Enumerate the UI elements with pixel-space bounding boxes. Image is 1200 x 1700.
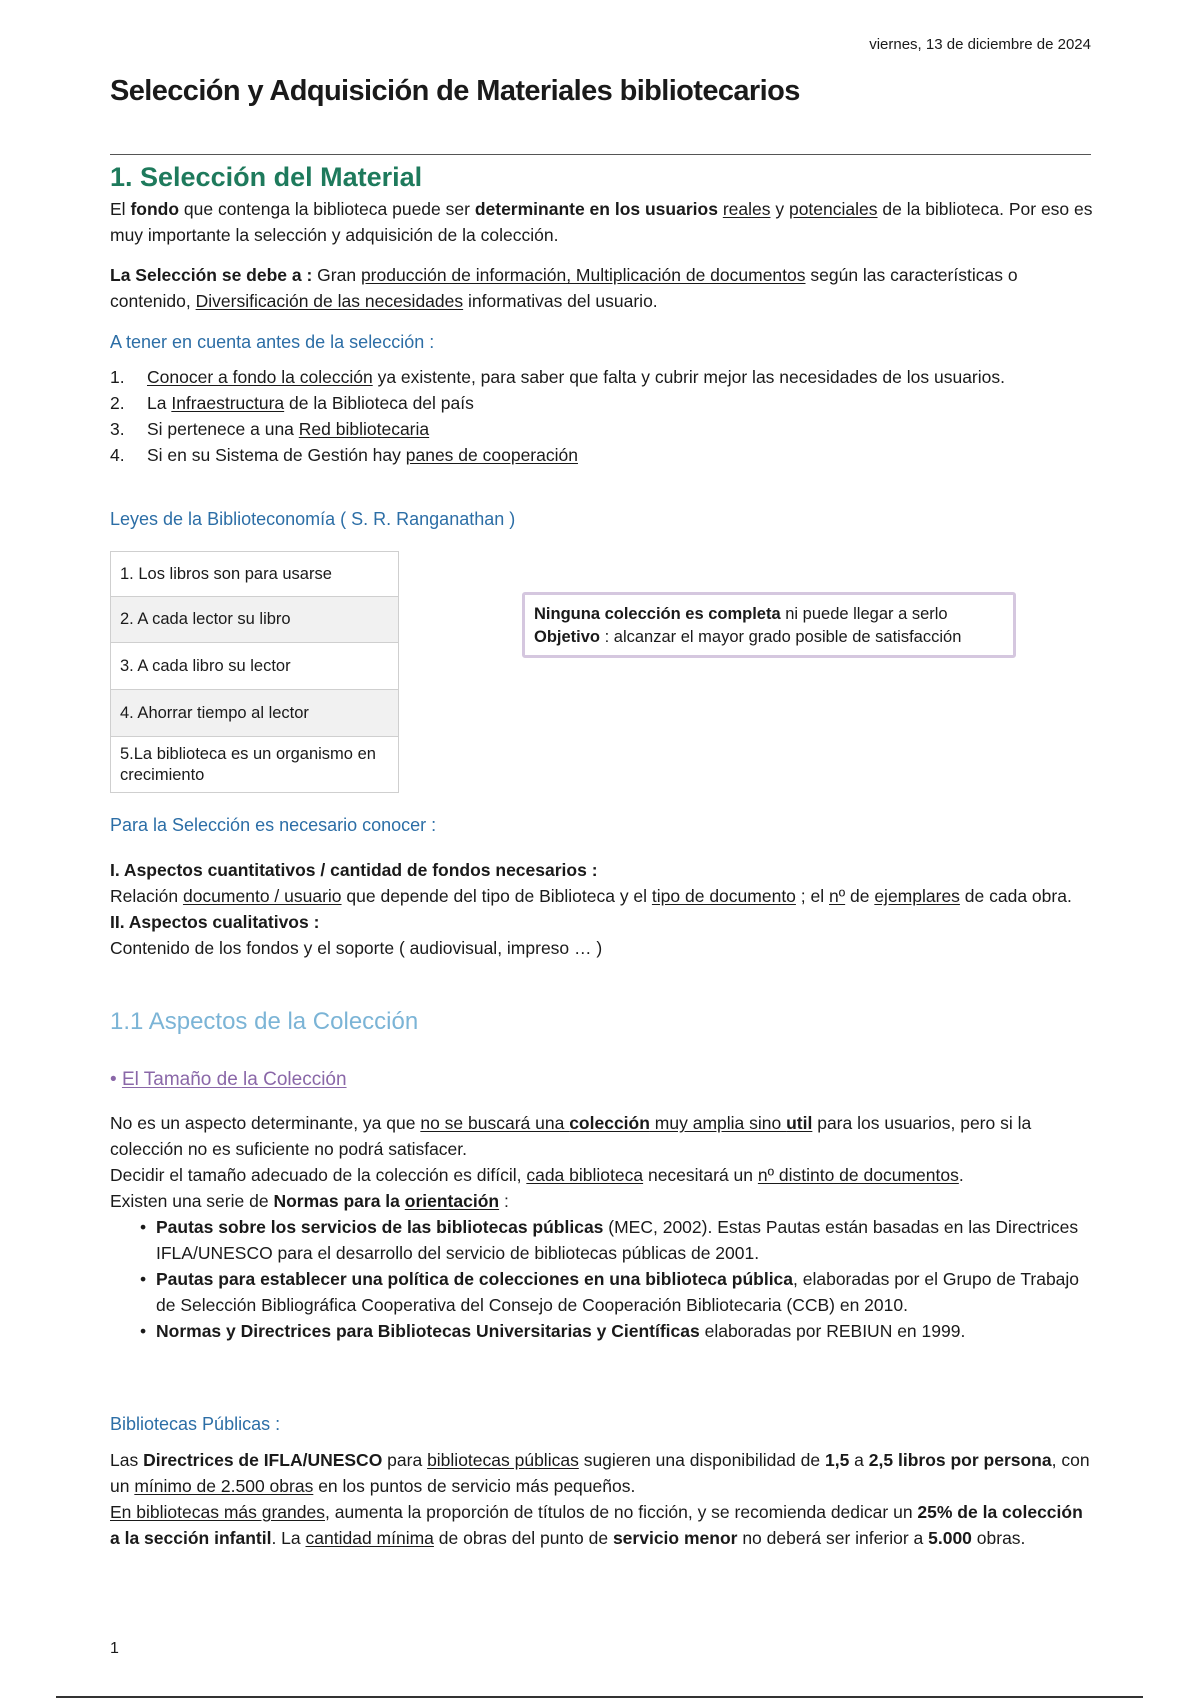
selection-reasons-paragraph: La Selección se debe a : Gran producción de información, Multiplicación de documentos según las características o contenido, Diversificación de las necesidades informativas del usuario. bbox=[110, 265, 1018, 311]
list-item: 2. La Infraestructura de la Biblioteca del país bbox=[110, 393, 474, 413]
section-1-heading: 1. Selección del Material bbox=[110, 162, 423, 192]
need-to-know-heading: Para la Selección es necesario conocer : bbox=[110, 815, 437, 835]
quantitative-aspects: I. Aspectos cuantitativos / cantidad de fondos necesarios : Relación documento / usuario que depende del tipo de Biblioteca y el tipo de documento ; el nº de ejemplares de cada obra. II. Aspectos cualitativos : Contenido de los fondos y el soporte ( audiovisual, impreso … ) bbox=[110, 857, 1095, 961]
quantitative-label: I. Aspectos cuantitativos / cantidad de fondos necesarios : bbox=[110, 860, 598, 880]
table-row: 2. A cada lector su libro bbox=[111, 597, 398, 643]
qualitative-text: Contenido de los fondos y el soporte ( audiovisual, impreso … ) bbox=[110, 938, 603, 958]
qualitative-label: II. Aspectos cualitativos : bbox=[110, 912, 320, 932]
table-row: 3. A cada libro su lector bbox=[111, 643, 398, 690]
table-row: 1. Los libros son para usarse bbox=[111, 552, 398, 597]
page-number: 1 bbox=[110, 1640, 119, 1657]
page-bottom-border bbox=[56, 1696, 1143, 1698]
collection-size-subheading: • El Tamaño de la Colección bbox=[110, 1069, 347, 1090]
bullet-dot-icon: • bbox=[110, 1069, 122, 1090]
list-item: • Pautas para establecer una política de colecciones en una biblioteca pública, elaboradas por el Grupo de Trabajo de Selección Bibliográfica Cooperativa del Consejo de Cooperación Bibliotecaria (CCB) en 2010. bbox=[140, 1269, 1080, 1315]
list-item: 4. Si en su Sistema de Gestión hay panes de cooperación bbox=[110, 445, 578, 465]
list-item: • Normas y Directrices para Bibliotecas Universitarias y Científicas elaboradas por REBIUN en 1999. bbox=[140, 1321, 966, 1341]
section-1-1-heading: 1.1 Aspectos de la Colección bbox=[110, 1008, 419, 1035]
public-libraries-heading: Bibliotecas Públicas : bbox=[110, 1414, 281, 1434]
collection-size-text: No es un aspecto determinante, ya que no se buscará una colección muy amplia sino util para los usuarios, pero si la colección no es suficiente no podrá satisfacer. Decidir el tamaño adecuado de la colección es difícil, cada biblioteca necesitará un nº distinto de documentos. Existen una serie de Normas para la orientación : • Pautas sobre los servicios de las bibliotecas públicas (MEC, 2002). Estas Pautas están basadas en las Directrices IFLA/UNESCO para el desarrollo del servicio de bibliotecas públicas de 2001. • Pautas para establecer una política de colecciones en una biblioteca pública, elaboradas por el Grupo de Trabajo de Selección Bibliográfica Cooperativa del Consejo de Cooperación Bibliotecaria (CCB) en 2010. • Normas y Directrices para Bibliotecas Universitarias y Científicas elaboradas por REBIUN en 1999. bbox=[110, 1110, 1095, 1344]
before-selection-list bbox=[110, 364, 1095, 468]
list-item: • Pautas sobre los servicios de las bibliotecas públicas (MEC, 2002). Estas Pautas están basadas en las Directrices IFLA/UNESCO para el desarrollo del servicio de bibliotecas públicas de 2001. bbox=[140, 1217, 1079, 1263]
public-libraries-text: Las Directrices de IFLA/UNESCO para bibliotecas públicas sugieren una disponibilidad de 1,5 a 2,5 libros por persona, con un mínimo de 2.500 obras en los puntos de servicio más pequeños. En bibliotecas más grandes, aumenta la proporción de títulos de no ficción, y se recomienda dedicar un 25% de la colección a la sección infantil. La cantidad mínima de obras del punto de servicio menor no deberá ser inferior a 5.000 obras. bbox=[110, 1450, 1090, 1548]
norms-list bbox=[110, 1214, 1095, 1344]
laws-table bbox=[110, 551, 399, 793]
header-date: viernes, 13 de diciembre de 2024 bbox=[869, 36, 1091, 53]
laws-heading: Leyes de la Biblioteconomía ( S. R. Ranganathan ) bbox=[110, 509, 516, 529]
table-row: 5.La biblioteca es un organismo en crecimiento bbox=[120, 744, 376, 784]
collection-callout-box: Ninguna colección es completa ni puede llegar a serlo Objetivo : alcanzar el mayor grado posible de satisfacción bbox=[522, 592, 1016, 658]
title-divider bbox=[110, 154, 1091, 155]
list-item: 1. Conocer a fondo la colección ya existente, para saber que falta y cubrir mejor las necesidades de los usuarios. bbox=[110, 367, 1005, 387]
document-title: Selección y Adquisición de Materiales bibliotecarios bbox=[110, 75, 800, 107]
table-row: 4. Ahorrar tiempo al lector bbox=[111, 690, 398, 737]
before-selection-heading: A tener en cuenta antes de la selección : bbox=[110, 332, 435, 352]
intro-paragraph: El fondo que contenga la biblioteca puede ser determinante en los usuarios reales y potenciales de la biblioteca. Por eso es muy importante la selección y adquisición de la colección. bbox=[110, 199, 1093, 245]
list-item: 3. Si pertenece a una Red bibliotecaria bbox=[110, 419, 430, 439]
